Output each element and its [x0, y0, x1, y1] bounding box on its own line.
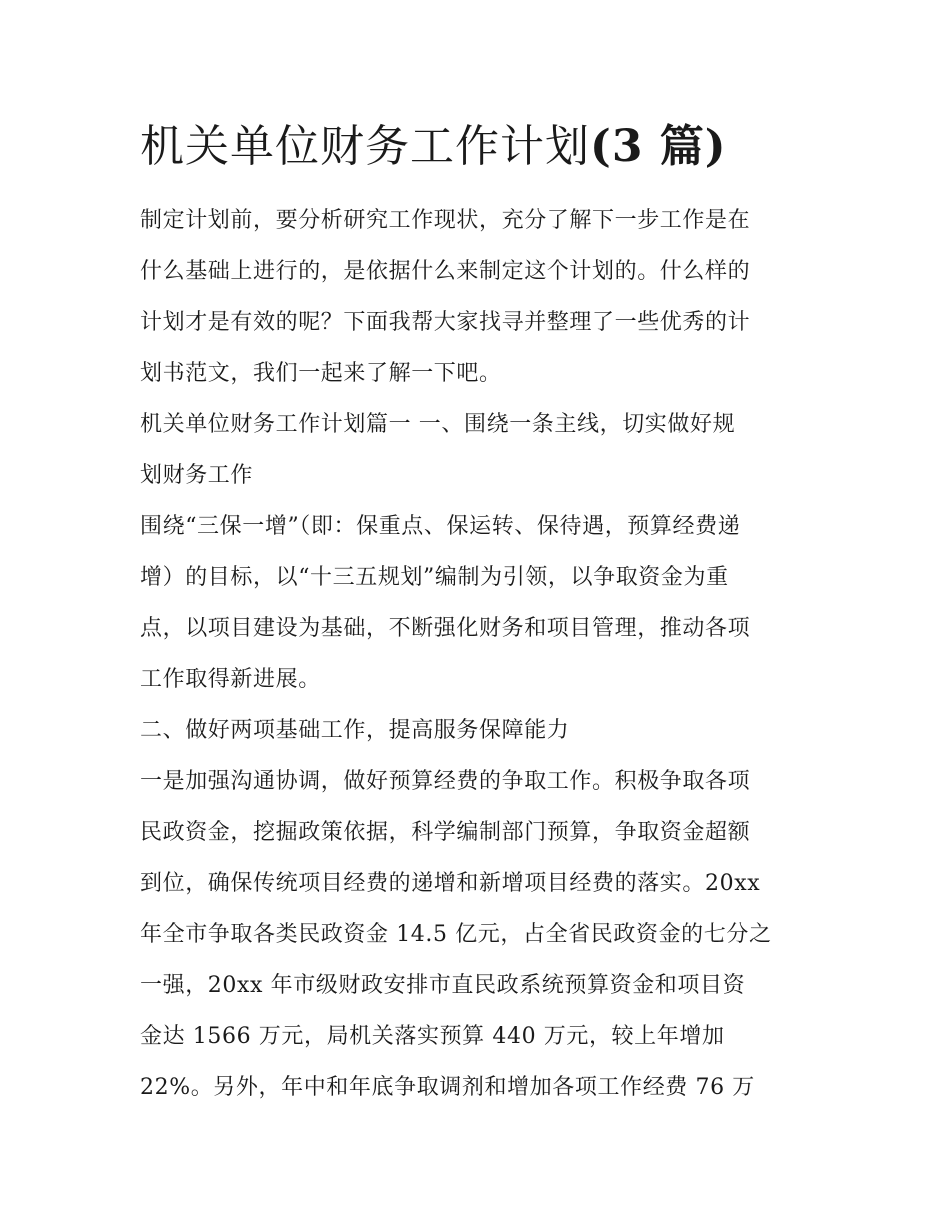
body-line: 民政资金，挖掘政策依据，科学编制部门预算，争取资金超额 [140, 820, 751, 845]
body-line: 金达 1566 万元，局机关落实预算 440 万元，较上年增加 [140, 1024, 725, 1049]
body-line: 年全市争取各类民政资金 14.5 亿元，占全省民政资金的七分之 [140, 922, 772, 947]
body-line: 工作取得新进展。 [140, 667, 321, 692]
body-line: 一强，20xx 年市级财政安排市直民政系统预算资金和项目资 [140, 973, 746, 998]
body-line: 22%。另外，年中和年底争取调剂和增加各项工作经费 76 万 [140, 1075, 755, 1100]
document-title [140, 112, 840, 182]
body-line: 一是加强沟通协调，做好预算经费的争取工作。积极争取各项 [140, 769, 751, 794]
body-line: 计划才是有效的呢？下面我帮大家找寻并整理了一些优秀的计 [140, 310, 751, 335]
section-heading-line: 机关单位财务工作计划篇一 一、围绕一条主线，切实做好规 [140, 412, 736, 437]
section-heading-line: 二、做好两项基础工作，提高服务保障能力 [140, 718, 570, 743]
section-heading-line: 划财务工作 [140, 463, 254, 488]
body-line: 到位，确保传统项目经费的递增和新增项目经费的落实。20xx [140, 871, 761, 896]
title-suffix: (3 篇) [590, 121, 727, 172]
body-line: 制定计划前，要分析研究工作现状，充分了解下一步工作是在 [140, 208, 751, 233]
body-line: 围绕“三保一增”（即：保重点、保运转、保待遇，预算经费递 [140, 514, 741, 539]
body-line: 增）的目标，以“十三五规划”编制为引领，以争取资金为重 [140, 565, 729, 590]
body-line: 点，以项目建设为基础，不断强化财务和项目管理，推动各项 [140, 616, 751, 641]
title-main: 机关单位财务工作计划 [140, 121, 590, 172]
body-line: 什么基础上进行的，是依据什么来制定这个计划的。什么样的 [140, 259, 751, 284]
body-line: 划书范文，我们一起来了解一下吧。 [140, 361, 502, 386]
